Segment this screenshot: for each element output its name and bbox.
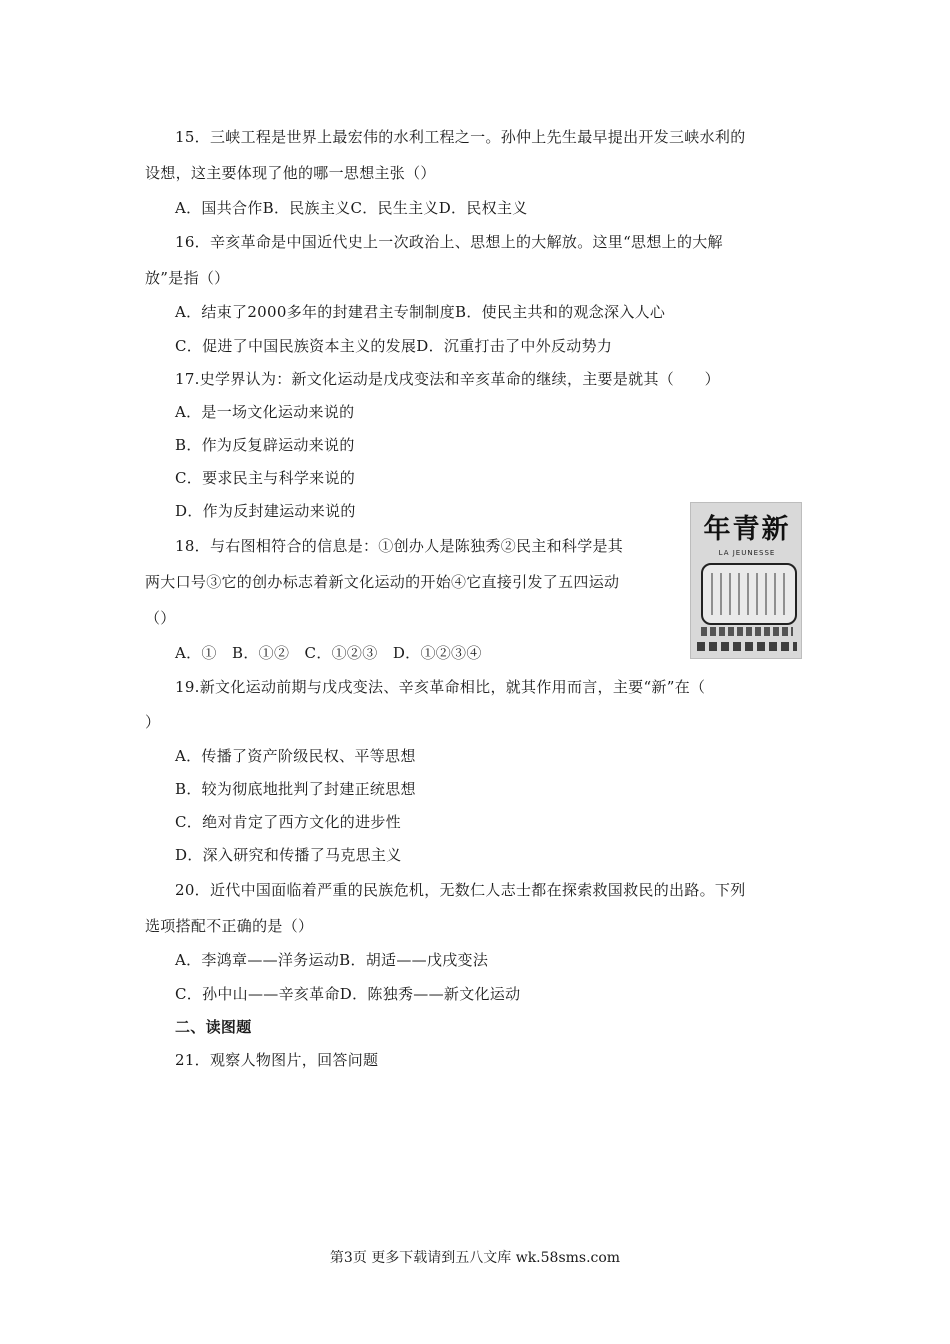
- question-21-stem: 21．观察人物图片，回答问题: [175, 1051, 379, 1069]
- question-17-option-b: B．作为反复辟运动来说的: [175, 436, 355, 454]
- question-19-option-c: C．绝对肯定了西方文化的进步性: [175, 813, 401, 831]
- question-15-line-2: 设想，这主要体现了他的哪一思想主张（）: [145, 164, 436, 182]
- question-19-option-a: A．传播了资产阶级民权、平等思想: [175, 747, 416, 765]
- question-18-line-2: 两大口号③它的创办标志着新文化运动的开始④它直接引发了五四运动: [145, 573, 620, 591]
- question-18-options: A．① B．①② C．①②③ D．①②③④: [175, 644, 482, 662]
- question-17-option-c: C．要求民主与科学来说的: [175, 469, 356, 487]
- question-15-line-1: 15．三峡工程是世界上最宏伟的水利工程之一。孙仲上先生最早提出开发三峡水利的: [175, 128, 746, 146]
- cover-publisher-band: [697, 642, 797, 651]
- cover-ornamental-frame: [701, 563, 797, 625]
- question-16-line-1: 16．辛亥革命是中国近代史上一次政治上、思想上的大解放。这里“思想上的大解: [175, 233, 723, 251]
- question-20-options-ab: A．李鸿章——洋务运动B．胡适——戊戌变法: [175, 951, 489, 969]
- question-17-stem: 17.史学界认为：新文化运动是戊戌变法和辛亥革命的继续，主要是就其（ ）: [175, 370, 720, 388]
- question-15-options: A．国共合作B．民族主义C．民生主义D．民权主义: [175, 199, 528, 217]
- question-19-line-2: ）: [145, 713, 161, 731]
- cover-title: 年青新: [703, 514, 791, 545]
- question-20-line-1: 20．近代中国面临着严重的民族危机，无数仁人志士都在探索救国救民的出路。下列: [175, 881, 746, 899]
- question-16-options-ab: A．结束了2000多年的封建君主专制制度B．使民主共和的观念深入人心: [175, 303, 666, 321]
- question-19-line-1: 19.新文化运动前期与戊戌变法、辛亥革命相比，就其作用而言，主要“新”在（: [175, 678, 706, 696]
- question-17-option-d: D．作为反封建运动来说的: [175, 502, 356, 520]
- new-youth-magazine-cover-image: [690, 502, 802, 659]
- question-16-line-2: 放”是指（）: [145, 269, 230, 287]
- page-footer: 第3页 更多下载请到五八文库 wk.58sms.com: [329, 1250, 621, 1266]
- cover-subtitle: LA JEUNESSE: [718, 549, 776, 557]
- question-19-option-b: B．较为彻底地批判了封建正统思想: [175, 780, 416, 798]
- cover-text-band: [701, 627, 793, 636]
- question-16-options-cd: C．促进了中国民族资本主义的发展D．沉重打击了中外反动势力: [175, 337, 613, 355]
- question-18-line-3: （）: [145, 609, 176, 627]
- question-20-options-cd: C．孙中山——辛亥革命D．陈独秀——新文化运动: [175, 985, 521, 1003]
- question-18-line-1: 18．与右图相符合的信息是：①创办人是陈独秀②民主和科学是其: [175, 537, 624, 555]
- question-17-option-a: A．是一场文化运动来说的: [175, 403, 355, 421]
- question-20-line-2: 选项搭配不正确的是（）: [145, 917, 314, 935]
- section-heading-read-figure: 二、读图题: [175, 1018, 252, 1036]
- question-19-option-d: D．深入研究和传播了马克思主义: [175, 846, 402, 864]
